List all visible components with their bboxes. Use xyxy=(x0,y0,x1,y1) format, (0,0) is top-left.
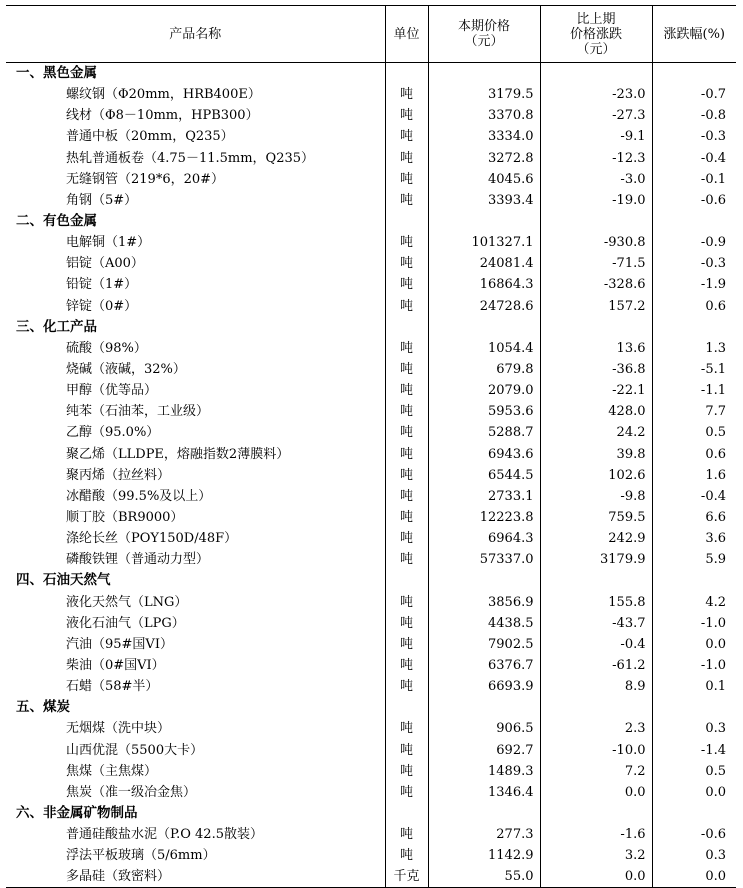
current-price-cell: 57337.0 xyxy=(428,549,540,570)
product-name: 聚丙烯（拉丝料） xyxy=(66,467,171,483)
unit-cell: 吨 xyxy=(385,634,428,655)
price-change-cell: 428.0 xyxy=(540,401,652,422)
empty-cell xyxy=(652,63,736,85)
unit-cell: 吨 xyxy=(385,126,428,147)
table-row xyxy=(6,338,736,359)
current-price-cell: 101327.1 xyxy=(428,232,540,253)
unit-cell: 吨 xyxy=(385,782,428,803)
empty-cell xyxy=(540,697,652,718)
unit-cell: 吨 xyxy=(385,401,428,422)
price-change-cell: -9.1 xyxy=(540,126,652,147)
current-price-cell: 3334.0 xyxy=(428,126,540,147)
change-percent-cell: 0.5 xyxy=(652,761,736,782)
table-row xyxy=(6,148,736,169)
current-price-cell: 12223.8 xyxy=(428,507,540,528)
header-row xyxy=(6,6,736,63)
current-price-cell: 6964.3 xyxy=(428,528,540,549)
change-percent-cell: -0.4 xyxy=(652,148,736,169)
unit-cell: 吨 xyxy=(385,655,428,676)
change-percent-cell: 0.0 xyxy=(652,866,736,888)
empty-cell xyxy=(540,803,652,824)
product-name: 液化石油气（LPG） xyxy=(66,615,185,631)
product-name: 纯苯（石油苯，工业级） xyxy=(66,404,210,420)
change-percent-cell: -1.0 xyxy=(652,613,736,634)
section-title: 一、黑色金属 xyxy=(16,65,97,82)
product-name: 柴油（0#国VI） xyxy=(66,658,165,673)
current-price-cell: 24728.6 xyxy=(428,296,540,317)
change-percent-cell: -0.7 xyxy=(652,84,736,105)
unit-cell: 吨 xyxy=(385,465,428,486)
current-price-cell: 906.5 xyxy=(428,718,540,739)
header-price-change-line: 价格涨跌 xyxy=(569,26,622,42)
unit-cell: 吨 xyxy=(385,824,428,845)
empty-cell xyxy=(385,570,428,591)
section-row xyxy=(6,63,736,85)
table-row xyxy=(6,718,736,739)
current-price-cell: 2733.1 xyxy=(428,486,540,507)
table-row xyxy=(6,676,736,697)
current-price-cell: 1142.9 xyxy=(428,845,540,866)
empty-cell xyxy=(540,63,652,85)
table-row xyxy=(6,486,736,507)
header-price-change xyxy=(540,6,652,63)
product-name: 锌锭（0#） xyxy=(66,298,138,314)
unit-cell: 吨 xyxy=(385,740,428,761)
change-percent-cell: 0.1 xyxy=(652,676,736,697)
price-change-cell: -71.5 xyxy=(540,253,652,274)
empty-cell xyxy=(385,211,428,232)
current-price-cell: 3856.9 xyxy=(428,592,540,613)
table-row xyxy=(6,401,736,422)
header-current-price xyxy=(428,6,540,63)
table-row xyxy=(6,359,736,380)
header-price-change-line: 比上期 xyxy=(576,11,616,27)
empty-cell xyxy=(540,211,652,232)
table-row xyxy=(6,444,736,465)
unit-cell: 吨 xyxy=(385,190,428,211)
table-row xyxy=(6,422,736,443)
change-percent-cell: -1.9 xyxy=(652,274,736,295)
unit-cell: 吨 xyxy=(385,507,428,528)
table-row xyxy=(6,380,736,401)
section-title: 四、石油天然气 xyxy=(16,572,111,589)
product-name: 石蜡（58#半） xyxy=(66,679,159,695)
table-row xyxy=(6,761,736,782)
change-percent-cell: 1.3 xyxy=(652,338,736,359)
unit-cell: 吨 xyxy=(385,338,428,359)
change-percent-cell: 5.9 xyxy=(652,549,736,570)
product-name: 无烟煤（洗中块） xyxy=(66,721,171,737)
price-change-cell: 2.3 xyxy=(540,718,652,739)
unit-cell: 吨 xyxy=(385,296,428,317)
price-change-cell: 3179.9 xyxy=(540,549,652,570)
empty-cell xyxy=(428,211,540,232)
table-row xyxy=(6,169,736,190)
current-price-cell: 16864.3 xyxy=(428,274,540,295)
current-price-cell: 7902.5 xyxy=(428,634,540,655)
unit-cell: 吨 xyxy=(385,761,428,782)
change-percent-cell: 0.3 xyxy=(652,845,736,866)
unit-cell: 吨 xyxy=(385,676,428,697)
empty-cell xyxy=(652,570,736,591)
product-name: 铝锭（A00） xyxy=(66,256,144,272)
header-unit: 单位 xyxy=(385,6,428,63)
unit-cell: 吨 xyxy=(385,422,428,443)
header-change-percent: 涨跌幅(%) xyxy=(652,6,736,63)
product-name: 无缝钢管（219*6，20#） xyxy=(66,171,225,187)
unit-cell: 吨 xyxy=(385,105,428,126)
product-name: 焦煤（主焦煤） xyxy=(66,763,158,779)
change-percent-cell: 1.6 xyxy=(652,465,736,486)
change-percent-cell: -0.8 xyxy=(652,105,736,126)
change-percent-cell: 0.0 xyxy=(652,634,736,655)
current-price-cell: 5288.7 xyxy=(428,422,540,443)
table-row xyxy=(6,866,736,888)
change-percent-cell: 0.5 xyxy=(652,422,736,443)
current-price-cell: 679.8 xyxy=(428,359,540,380)
current-price-cell: 24081.4 xyxy=(428,253,540,274)
unit-cell: 吨 xyxy=(385,592,428,613)
current-price-cell: 1489.3 xyxy=(428,761,540,782)
price-change-cell: 13.6 xyxy=(540,338,652,359)
price-change-cell: -27.3 xyxy=(540,105,652,126)
price-change-cell: 0.0 xyxy=(540,782,652,803)
product-name: 硫酸（98%） xyxy=(66,340,147,356)
price-change-cell: 157.2 xyxy=(540,296,652,317)
product-name: 涤纶长丝（POY150D/48F） xyxy=(66,531,238,547)
price-change-cell: 3.2 xyxy=(540,845,652,866)
current-price-cell: 1054.4 xyxy=(428,338,540,359)
current-price-cell: 1346.4 xyxy=(428,782,540,803)
empty-cell xyxy=(385,803,428,824)
price-change-cell: -10.0 xyxy=(540,740,652,761)
price-change-cell: 102.6 xyxy=(540,465,652,486)
current-price-cell: 2079.0 xyxy=(428,380,540,401)
product-name: 甲醇（优等品） xyxy=(66,383,158,399)
table-row xyxy=(6,105,736,126)
change-percent-cell: 0.6 xyxy=(652,296,736,317)
price-change-cell: -0.4 xyxy=(540,634,652,655)
change-percent-cell: 0.0 xyxy=(652,782,736,803)
product-name: 铅锭（1#） xyxy=(66,277,138,293)
current-price-cell: 6943.6 xyxy=(428,444,540,465)
current-price-cell: 6376.7 xyxy=(428,655,540,676)
header-product-name: 产品名称 xyxy=(6,6,385,63)
unit-cell: 吨 xyxy=(385,444,428,465)
product-name: 液化天然气（LNG） xyxy=(66,594,188,610)
table-row xyxy=(6,465,736,486)
price-table xyxy=(6,5,736,888)
change-percent-cell: 7.7 xyxy=(652,401,736,422)
table-row xyxy=(6,507,736,528)
header-current-price-line: （元） xyxy=(464,34,504,49)
unit-cell: 吨 xyxy=(385,84,428,105)
product-name: 顺丁胶（BR9000） xyxy=(66,510,184,526)
current-price-cell: 4045.6 xyxy=(428,169,540,190)
current-price-cell: 6544.5 xyxy=(428,465,540,486)
unit-cell: 吨 xyxy=(385,232,428,253)
header-current-price-line: 本期价格 xyxy=(457,19,510,34)
empty-cell xyxy=(652,697,736,718)
table-row xyxy=(6,528,736,549)
empty-cell xyxy=(540,570,652,591)
price-change-cell: -3.0 xyxy=(540,169,652,190)
change-percent-cell: -0.3 xyxy=(652,253,736,274)
current-price-cell: 3179.5 xyxy=(428,84,540,105)
table-row xyxy=(6,613,736,634)
price-change-cell: -1.6 xyxy=(540,824,652,845)
change-percent-cell: -0.1 xyxy=(652,169,736,190)
section-row xyxy=(6,803,736,824)
change-percent-cell: 3.6 xyxy=(652,528,736,549)
unit-cell: 吨 xyxy=(385,148,428,169)
current-price-cell: 3370.8 xyxy=(428,105,540,126)
empty-cell xyxy=(428,803,540,824)
price-change-cell: 24.2 xyxy=(540,422,652,443)
product-name: 普通硅酸盐水泥（P.O 42.5散装） xyxy=(66,827,263,843)
unit-cell: 吨 xyxy=(385,613,428,634)
table-row xyxy=(6,274,736,295)
table-row xyxy=(6,84,736,105)
unit-cell: 吨 xyxy=(385,253,428,274)
change-percent-cell: -1.4 xyxy=(652,740,736,761)
current-price-cell: 692.7 xyxy=(428,740,540,761)
unit-cell: 千克 xyxy=(385,866,428,888)
product-name: 冰醋酸（99.5%及以上） xyxy=(66,488,212,504)
product-name: 角钢（5#） xyxy=(66,192,138,208)
price-change-cell: 8.9 xyxy=(540,676,652,697)
change-percent-cell: 0.6 xyxy=(652,444,736,465)
unit-cell: 吨 xyxy=(385,169,428,190)
table-row xyxy=(6,634,736,655)
unit-cell: 吨 xyxy=(385,380,428,401)
table-row xyxy=(6,782,736,803)
product-name: 电解铜（1#） xyxy=(66,235,151,251)
product-name: 山西优混（5500大卡） xyxy=(66,742,204,758)
price-change-cell: -61.2 xyxy=(540,655,652,676)
section-row xyxy=(6,570,736,591)
unit-cell: 吨 xyxy=(385,359,428,380)
product-name: 螺纹钢（Φ20mm，HRB400E） xyxy=(66,87,261,103)
change-percent-cell: -0.4 xyxy=(652,486,736,507)
price-change-cell: -19.0 xyxy=(540,190,652,211)
change-percent-cell: -0.6 xyxy=(652,824,736,845)
section-row xyxy=(6,211,736,232)
empty-cell xyxy=(652,803,736,824)
current-price-cell: 5953.6 xyxy=(428,401,540,422)
product-name: 聚乙烯（LLDPE，熔融指数2薄膜料） xyxy=(66,446,290,462)
price-change-cell: 0.0 xyxy=(540,866,652,888)
price-change-cell: -930.8 xyxy=(540,232,652,253)
unit-cell: 吨 xyxy=(385,486,428,507)
price-change-cell: 155.8 xyxy=(540,592,652,613)
current-price-cell: 4438.5 xyxy=(428,613,540,634)
price-change-cell: -328.6 xyxy=(540,274,652,295)
section-title: 三、化工产品 xyxy=(16,318,97,335)
empty-cell xyxy=(428,63,540,85)
empty-cell xyxy=(428,317,540,338)
current-price-cell: 6693.9 xyxy=(428,676,540,697)
table-row xyxy=(6,126,736,147)
product-name: 汽油（95#国VI） xyxy=(66,636,173,652)
change-percent-cell: 0.3 xyxy=(652,718,736,739)
section-row xyxy=(6,697,736,718)
change-percent-cell: -1.0 xyxy=(652,655,736,676)
unit-cell: 吨 xyxy=(385,845,428,866)
table-row xyxy=(6,296,736,317)
product-name: 磷酸铁锂（普通动力型） xyxy=(66,552,210,568)
product-name: 浮法平板玻璃（5/6mm） xyxy=(66,848,216,864)
table-row xyxy=(6,592,736,613)
table-header xyxy=(6,6,736,63)
change-percent-cell: -1.1 xyxy=(652,380,736,401)
section-title: 六、非金属矿物制品 xyxy=(16,804,138,821)
current-price-cell: 277.3 xyxy=(428,824,540,845)
product-name: 热轧普通板卷（4.75－11.5mm，Q235） xyxy=(66,150,315,166)
section-row xyxy=(6,317,736,338)
change-percent-cell: -5.1 xyxy=(652,359,736,380)
section-title: 二、有色金属 xyxy=(16,213,97,230)
change-percent-cell: -0.6 xyxy=(652,190,736,211)
empty-cell xyxy=(428,570,540,591)
table-row xyxy=(6,253,736,274)
change-percent-cell: 4.2 xyxy=(652,592,736,613)
table-row xyxy=(6,845,736,866)
unit-cell: 吨 xyxy=(385,528,428,549)
table-row xyxy=(6,824,736,845)
table-row xyxy=(6,740,736,761)
unit-cell: 吨 xyxy=(385,718,428,739)
product-name: 焦炭（准一级冶金焦） xyxy=(66,784,197,800)
empty-cell xyxy=(428,697,540,718)
empty-cell xyxy=(385,697,428,718)
section-title: 五、煤炭 xyxy=(16,699,70,716)
product-name: 多晶硅（致密料） xyxy=(6,866,385,888)
empty-cell xyxy=(385,317,428,338)
empty-cell xyxy=(652,317,736,338)
price-change-cell: 242.9 xyxy=(540,528,652,549)
unit-cell: 吨 xyxy=(385,274,428,295)
price-change-cell: -9.8 xyxy=(540,486,652,507)
price-change-cell: -23.0 xyxy=(540,84,652,105)
price-change-cell: -22.1 xyxy=(540,380,652,401)
change-percent-cell: 6.6 xyxy=(652,507,736,528)
current-price-cell: 55.0 xyxy=(428,866,540,888)
table-row xyxy=(6,190,736,211)
product-name: 烧碱（液碱，32%） xyxy=(66,362,186,378)
price-change-cell: 759.5 xyxy=(540,507,652,528)
table-row xyxy=(6,232,736,253)
product-name: 普通中板（20mm，Q235） xyxy=(66,129,234,145)
empty-cell xyxy=(540,317,652,338)
current-price-cell: 3393.4 xyxy=(428,190,540,211)
product-name: 乙醇（95.0%） xyxy=(66,425,160,441)
change-percent-cell: -0.9 xyxy=(652,232,736,253)
price-change-cell: 39.8 xyxy=(540,444,652,465)
price-change-cell: -36.8 xyxy=(540,359,652,380)
empty-cell xyxy=(385,63,428,85)
unit-cell: 吨 xyxy=(385,549,428,570)
empty-cell xyxy=(652,211,736,232)
table-row xyxy=(6,549,736,570)
table-body xyxy=(6,63,736,888)
header-price-change-line: （元） xyxy=(576,41,616,57)
price-change-cell: -43.7 xyxy=(540,613,652,634)
product-name: 线材（Φ8－10mm，HPB300） xyxy=(66,108,259,124)
current-price-cell: 3272.8 xyxy=(428,148,540,169)
change-percent-cell: -0.3 xyxy=(652,126,736,147)
price-change-cell: -12.3 xyxy=(540,148,652,169)
price-change-cell: 7.2 xyxy=(540,761,652,782)
table-row xyxy=(6,655,736,676)
